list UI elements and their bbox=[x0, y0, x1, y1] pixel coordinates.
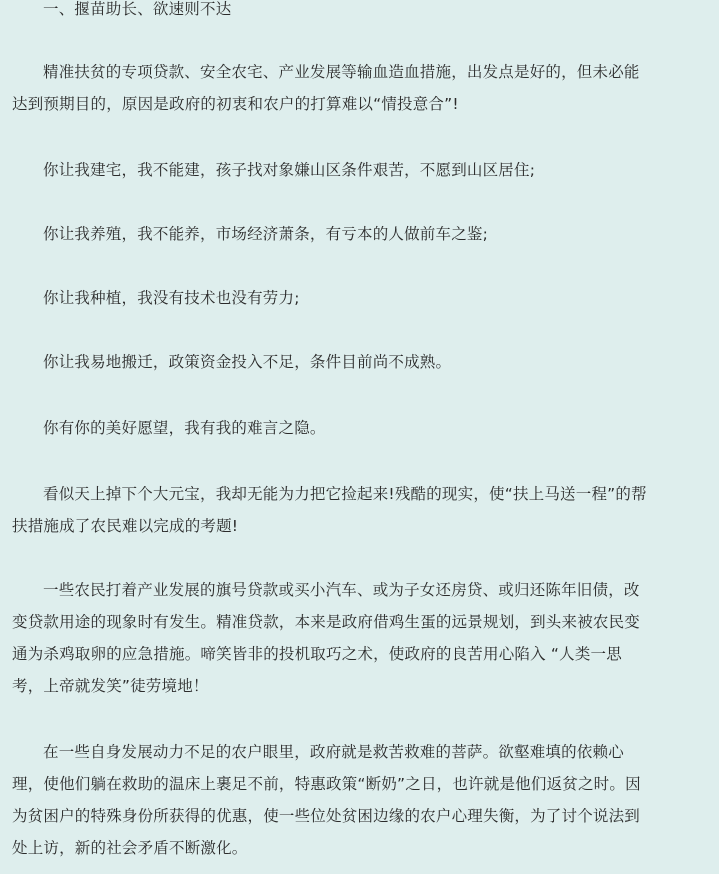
paragraph: 在一些自身发展动力不足的农户眼里，政府就是救苦救难的菩萨。欲壑难填的依赖心理，使他们躺在救助的温床上裹足不前，特惠政策“断奶”之日，也许就是他们返贫之时。因为贫困户的特殊身份所获得的优惠，使一些位处贫困边缘的农户心理失衡，为了讨个说法到处上访，新的社会矛盾不断激化。 bbox=[12, 743, 641, 857]
paragraph: 你让我养殖，我不能养，市场经济萧条，有亏本的人做前车之鉴; bbox=[43, 225, 489, 243]
paragraph: 你有你的美好愿望，我有我的难言之隐。 bbox=[43, 419, 326, 437]
section-heading: 一、揠苗助长、欲速则不达 bbox=[43, 0, 232, 18]
paragraph: 一些农民打着产业发展的旗号贷款或买小汽车、或为子女还房贷、或归还陈年旧债，改变贷款用途的现象时有发生。精准贷款，本来是政府借鸡生蛋的远景规划，到头来被农民变通为杀鸡取卵的应急措施。啼笑皆非的投机取巧之术，使政府的良苦用心陷入 “人类一思考，上帝就发笑”徒劳境地！ bbox=[12, 581, 641, 695]
paragraph: 看似天上掉下个大元宝，我却无能为力把它捡起来!残酷的现实，使“扶上马送一程”的帮扶措施成了农民难以完成的考题! bbox=[12, 485, 647, 535]
paragraph: 你让我易地搬迁，政策资金投入不足，条件目前尚不成熟。 bbox=[43, 353, 452, 371]
paragraph: 精准扶贫的专项贷款、安全农宅、产业发展等输血造血措施，出发点是好的，但未必能达到预期目的，原因是政府的初衷和农户的打算难以“情投意合”! bbox=[12, 63, 640, 113]
paragraph: 你让我种植，我没有技术也没有劳力; bbox=[43, 289, 300, 307]
paragraph: 你让我建宅，我不能建，孩子找对象嫌山区条件艰苦，不愿到山区居住; bbox=[43, 161, 536, 179]
